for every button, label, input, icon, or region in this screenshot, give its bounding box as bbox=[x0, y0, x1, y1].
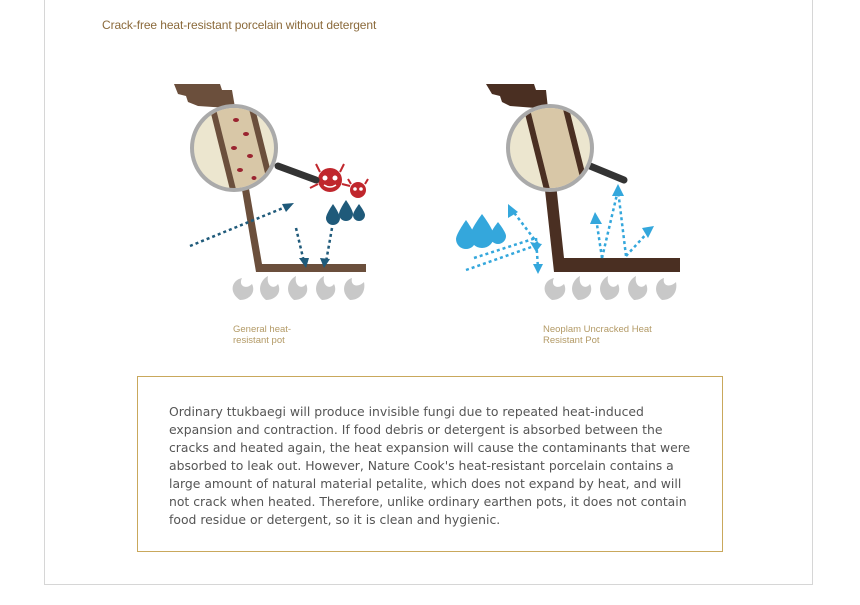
bounce-arrow bbox=[618, 190, 626, 256]
bounce-arrow bbox=[602, 190, 618, 258]
description-box bbox=[137, 376, 723, 552]
general-pot-label: General heat- resistant pot bbox=[233, 324, 292, 346]
germ-icon bbox=[348, 179, 368, 198]
water-drop-icon bbox=[339, 200, 353, 221]
water-drop-icon bbox=[470, 214, 494, 248]
neoplam-pot-illustration bbox=[450, 78, 690, 308]
flame-row bbox=[233, 276, 365, 300]
heat-arrow-diagonal bbox=[190, 206, 288, 246]
bounce-arrow bbox=[512, 210, 538, 244]
heat-arrow-down-2 bbox=[326, 228, 332, 262]
flame-row bbox=[545, 276, 677, 300]
section-caption: Crack-free heat-resistant porcelain without detergent bbox=[102, 18, 377, 32]
heat-arrow-down-1 bbox=[296, 228, 304, 262]
water-drop-icon bbox=[490, 222, 506, 244]
arrowhead bbox=[282, 203, 294, 212]
water-drop-icon bbox=[326, 204, 340, 225]
description-text: Ordinary ttukbaegi will produce invisible fungi due to repeated heat-induced expansion and contraction. If food debris or detergent is absorbed between the cracks and heated again, the heat expansion will cause the contaminants that were absorbed to leak out. However, Nature Cook's heat-resistant porcelain contains a large amount of natural material petalite, which does not expand by heat, and will not crack when heated. Therefore, unlike ordinary earthen pots, it does not contain food residue or detergent, so it is clean and hygienic. bbox=[169, 404, 691, 527]
magnifier-handle bbox=[278, 166, 316, 180]
water-drop-icon bbox=[353, 204, 365, 221]
neoplam-pot-label: Neoplam Uncracked Heat Resistant Pot bbox=[543, 324, 652, 346]
general-pot-illustration bbox=[170, 78, 380, 308]
magnifier-handle bbox=[590, 166, 624, 180]
